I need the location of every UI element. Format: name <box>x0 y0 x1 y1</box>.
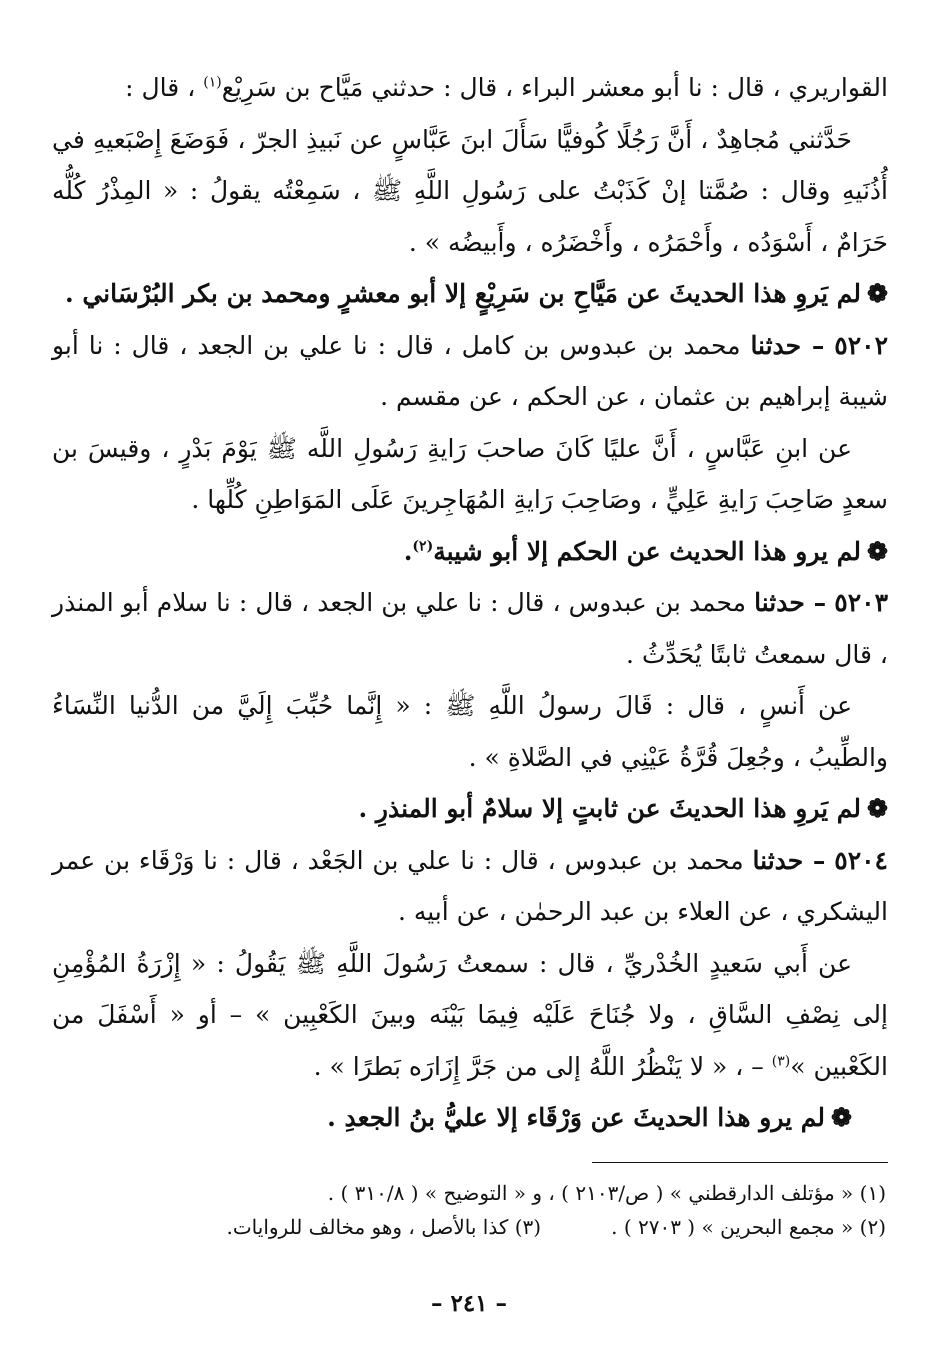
hadith-number: ٥٢٠٢ <box>834 330 889 360</box>
text-run: لم يرو هذا الحديث عن الحكم إلا أبو شيبة <box>433 536 862 566</box>
hadith-label: – حدثنا <box>750 330 825 360</box>
summary-note <box>52 526 888 578</box>
summary-note <box>52 268 888 320</box>
hadith-number: ٥٢٠٤ <box>834 845 888 875</box>
summary-note <box>52 1092 888 1144</box>
paragraph-chain-continuation <box>52 62 888 114</box>
paragraph-hadith-matn: عن ابنِ عَبَّاسٍ ، أَنَّ عليًا كَانَ صاحبَ رَايةِ رَسُولِ اللَّه ﷺ يَوْمَ بَدْرٍ ، وقيسَ بن سعدٍ صَاحِبَ رَايةِ عَلِيٍّ ، وصَاحِبَ رَايةِ المُهَاجِرينَ عَلَى المَوَاطِنِ كُلِّها . <box>52 433 888 514</box>
hadith-chain-text: محمد بن عبدوس ، قال : نا علي بن الجَعْد ، قال : نا وَرْقَاء بن عمر اليشكري ، عن العلاء بن عبد الرحمٰن ، عن أبيه . <box>52 845 888 926</box>
text-run: ، قال : <box>125 73 196 102</box>
hadith-5203-chain <box>52 577 888 680</box>
text-run: . <box>403 536 413 566</box>
footnote-row <box>52 1210 886 1244</box>
spacer <box>541 1210 611 1244</box>
paragraph-hadith-matn: عن أَنسٍ ، قال : قَالَ رسولُ اللَّهِ ﷺ : « إِنَّما حُبِّبَ إِلَيَّ من الدُّنيا النِّسَاءُ والطِّيبُ ، وجُعِلَ قُرَّةُ عَيْنِي في الصَّلاةِ » . <box>52 691 888 772</box>
paragraph-hadith-matn: حَدَّثني مُجاهِدٌ ، أَنَّ رَجُلًا كُوفيًّا سَأَلَ ابنَ عَبَّاسٍ عن نَبيذِ الجرّ ، فَوَضَعَ إِصْبَعيهِ في أُذُنَيهِ وقال : صُمَّتا إنْ كَذَبْتُ على رَسُولِ اللَّهِ ﷺ ، سَمِعْتُه يقولُ : « المِذْرُ كُلُّه حَرَامٌ ، أَسْوَدُه ، وأَحْمَرُه ، وأَخْضَرُه ، وأَبيضُه » . <box>52 124 888 257</box>
hadith-label: – حدثنا <box>752 845 826 875</box>
text-run: لم يَروِ هذا الحديثَ عن ثابتٍ إلا سلامٌ أبو المنذرِ . <box>358 794 862 823</box>
footnote-marker: (١) <box>203 74 222 91</box>
footnote-divider <box>592 1162 888 1163</box>
hadith-chain-text: محمد بن عبدوس ، قال : نا علي بن الجعد ، قال : نا سلام أبو المنذر ، قال سمعتُ ثابتًا يُحَدِّثُ . <box>52 588 888 669</box>
hadith-label: – حدثنا <box>754 588 827 617</box>
footnote-marker: (٢) <box>412 538 434 555</box>
text-run: القواريري ، قال : نا أبو معشر البراء ، قال : حدثني مَيَّاح بن سَرِيْع <box>221 73 888 102</box>
footnote-row <box>52 1176 886 1210</box>
hadith-chain-text: محمد بن عبدوس بن كامل ، قال : نا علي بن الجعد ، قال : نا أبو شيبة إبراهيم بن عثمان ، عن الحكم ، عن مقسم . <box>52 330 888 411</box>
star-icon: ❁ <box>831 1103 852 1132</box>
main-text <box>52 62 888 1144</box>
summary-note <box>52 783 888 835</box>
footnote-marker: (٣) <box>771 1053 791 1070</box>
text-run: لم يَروِ هذا الحديثَ عن مَيَّاحِ بن سَرِيْعٍ إلا أبو معشرٍ ومحمد بن بكر البُرْسَاني . <box>64 279 862 308</box>
footnote-1: (١) « مؤتلف الدارقطني » ( ص/٢١٠٣ ) ، و « التوضيح » ( ٣١٠/٨ ) . <box>327 1181 886 1205</box>
hadith-number: ٥٢٠٣ <box>834 588 888 617</box>
star-icon: ❁ <box>867 536 888 566</box>
paragraph-hadith-matn <box>52 938 888 1093</box>
text-run: لم يرو هذا الحديثَ عن وَرْقَاء إلا عليُّ بنُ الجعدِ . <box>327 1103 826 1132</box>
hadith-5202-chain <box>52 320 888 423</box>
text-run: – ، « لا يَنْظُرُ اللَّهُ إلى من جَرَّ إِزَارَه بَطرًا » . <box>313 1051 764 1081</box>
footnotes <box>52 1176 886 1244</box>
star-icon: ❁ <box>867 279 888 308</box>
footnote-3: (٣) كذا بالأصل ، وهو مخالف للروايات. <box>226 1215 542 1239</box>
star-icon: ❁ <box>867 794 888 823</box>
hadith-5204-chain <box>52 835 888 938</box>
footnote-2: (٢) « مجمع البحرين » ( ٢٧٠٣ ) . <box>611 1215 886 1239</box>
text-run: عن أَبي سَعيدٍ الخُدْريِّ ، قال : سمعتُ رَسُولَ اللَّهِ ﷺ يَقُولُ : « إِزْرَةُ المُؤْمِنِ إلى نِصْفِ السَّاقِ ، ولا جُنَاحَ عَلَيْه فِيمَا بَيْنَه وبينَ الكَعْبِين » – أو « أَسْفَلَ من الكَعْبين » <box>52 948 888 1081</box>
page-number: – ٢٤١ – <box>430 1290 508 1317</box>
